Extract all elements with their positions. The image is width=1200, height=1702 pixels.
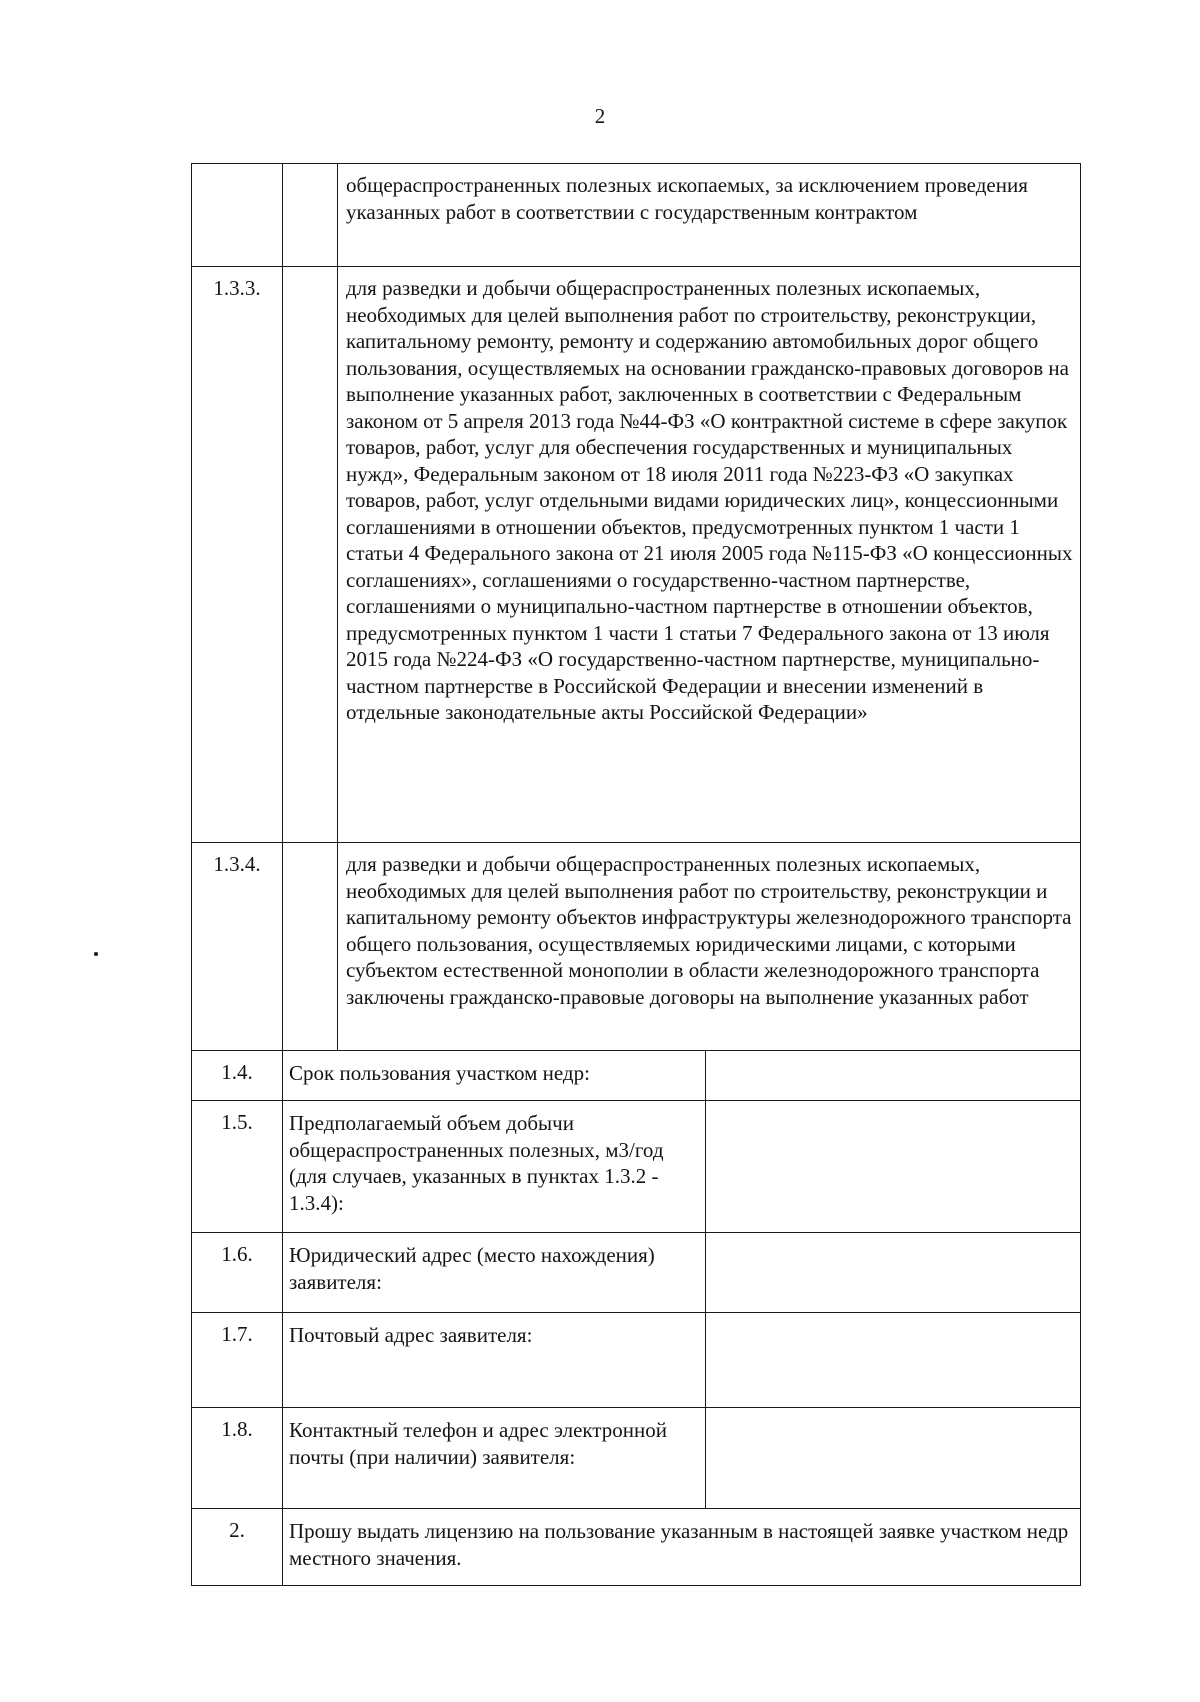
field-value[interactable] xyxy=(706,1233,1081,1313)
table-row xyxy=(192,1408,1081,1509)
field-label: Юридический адрес (место нахождения) заявителя: xyxy=(283,1233,706,1313)
field-value[interactable] xyxy=(706,1313,1081,1408)
field-label: Почтовый адрес заявителя: xyxy=(283,1313,706,1408)
row-number xyxy=(192,164,283,267)
table-row xyxy=(192,1051,1081,1101)
table-row xyxy=(192,1101,1081,1233)
row-number: 1.7. xyxy=(192,1313,283,1408)
table-row xyxy=(192,843,1081,1051)
table-row xyxy=(192,1233,1081,1313)
table-row xyxy=(192,1509,1081,1586)
row-text: для разведки и добычи общераспространенных полезных ископаемых, необходимых для целей выполнения работ по строительству, реконструкции и капитальному ремонту объектов инфраструктуры железнодорожного транспорта общего пользования, осуществляемых юридическими лицами, с которыми субъектом естественной монополии в области железнодорожного транспорта заключены гражданско-правовые договоры на выполнение указанных работ xyxy=(338,843,1081,1051)
field-value[interactable] xyxy=(706,1051,1081,1101)
field-label: Срок пользования участком недр: xyxy=(283,1051,706,1101)
row-number: 1.4. xyxy=(192,1051,283,1101)
row-number: 1.5. xyxy=(192,1101,283,1233)
field-label: Предполагаемый объем добычи общераспространенных полезных, м3/год (для случаев, указанных в пунктах 1.3.2 - 1.3.4): xyxy=(283,1101,706,1233)
page-number: 2 xyxy=(594,104,606,128)
row-number: 2. xyxy=(192,1509,283,1586)
row-text: общераспространенных полезных ископаемых, за исключением проведения указанных работ в соответствии с государственным контрактом xyxy=(338,164,1081,267)
field-value[interactable] xyxy=(706,1408,1081,1509)
row-number: 1.6. xyxy=(192,1233,283,1313)
empty-cell xyxy=(283,843,338,1051)
scan-speck xyxy=(94,952,98,956)
row-number: 1.3.4. xyxy=(192,843,283,1051)
empty-cell xyxy=(283,267,338,843)
empty-cell xyxy=(283,164,338,267)
row-number: 1.3.3. xyxy=(192,267,283,843)
table-row xyxy=(192,1313,1081,1408)
field-value[interactable] xyxy=(706,1101,1081,1233)
row-number: 1.8. xyxy=(192,1408,283,1509)
row-text: для разведки и добычи общераспространенных полезных ископаемых, необходимых для целей выполнения работ по строительству, реконструкции, капитальному ремонту, ремонту и содержанию автомобильных дорог общего пользования, осуществляемых на основании гражданско-правовых договоров на выполнение указанных работ, заключенных в соответствии с Федеральным законом от 5 апреля 2013 года №44-ФЗ «О контрактной системе в сфере закупок товаров, работ, услуг для обеспечения государственных и муниципальных нужд», Федеральным законом от 18 июля 2011 года №223-ФЗ «О закупках товаров, работ, услуг отдельными видами юридических лиц», концессионными соглашениями в отношении объектов, предусмотренных пунктом 1 части 1 статьи 4 Федерального закона от 21 июля 2005 года №115-ФЗ «О концессионных соглашениях», соглашениями о государственно-частном партнерстве, соглашениями о муниципально-частном партнерстве в отношении объектов, предусмотренных пунктом 1 части 1 статьи 7 Федерального закона от 13 июля 2015 года №224-ФЗ «О государственно-частном партнерстве, муниципально-частном партнерстве в Российской Федерации и внесении изменений в отдельные законодательные акты Российской Федерации» xyxy=(338,267,1081,843)
application-form-table xyxy=(191,163,1081,1586)
request-text: Прошу выдать лицензию на пользование указанным в настоящей заявке участком недр местного значения. xyxy=(283,1509,1081,1586)
table-row xyxy=(192,267,1081,843)
field-label: Контактный телефон и адрес электронной почты (при наличии) заявителя: xyxy=(283,1408,706,1509)
table-row xyxy=(192,164,1081,267)
